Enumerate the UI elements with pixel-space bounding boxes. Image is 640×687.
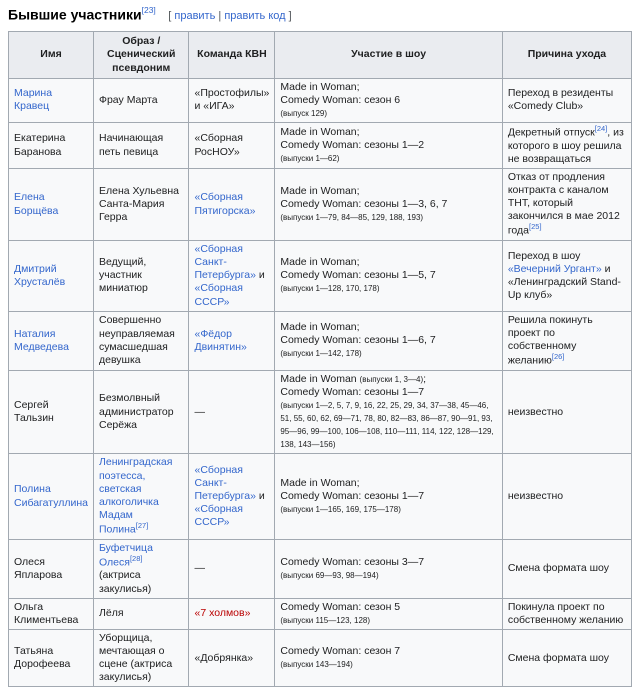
text-segment: «Добрянка» (194, 651, 254, 664)
text-segment: Переход в шоу (507, 249, 581, 262)
text-segment: Comedy Woman: сезон 5 (280, 600, 401, 613)
text-segment: Made in Woman (280, 372, 360, 385)
cell-participation (275, 168, 502, 240)
wiki-link[interactable]: «Фёдор Двинятин» (194, 327, 247, 353)
edit-source-link[interactable]: править код (224, 10, 286, 23)
text-segment: ; (423, 372, 427, 385)
section-heading (8, 6, 632, 24)
text-segment: (выпуски 143—194) (280, 660, 353, 670)
wiki-link[interactable]: «Сборная СССР» (194, 503, 243, 529)
column-header-name: Имя (9, 32, 94, 78)
table-header-row (9, 32, 632, 78)
text-segment: Лёля (98, 607, 124, 620)
cell-team (189, 78, 275, 122)
cell-persona (93, 123, 189, 169)
text-segment: Сергей Тальзин (14, 398, 54, 425)
cell-name (9, 629, 94, 687)
text-segment: и (255, 269, 265, 282)
cell-name (9, 123, 94, 169)
reference-link[interactable]: [28] (129, 553, 143, 563)
text-segment: — (194, 562, 205, 575)
cell-participation (275, 78, 502, 122)
cell-team (189, 311, 275, 370)
table-row (9, 539, 632, 598)
wiki-redlink[interactable]: «7 холмов» (194, 607, 251, 620)
column-header-reason: Причина ухода (502, 32, 631, 78)
text-segment: Безмолвный администратор Серёжа (98, 392, 174, 431)
cell-persona (93, 78, 189, 122)
wiki-link[interactable]: «Сборная СССР» (194, 282, 243, 308)
cell-team (189, 370, 275, 454)
wiki-link[interactable]: Елена Борщёва (14, 191, 59, 217)
cell-participation (275, 454, 502, 539)
cell-participation (275, 598, 502, 629)
cell-team (189, 539, 275, 598)
edit-bracket-open: [ (168, 10, 175, 23)
cell-team (189, 454, 275, 539)
wiki-link[interactable]: «Вечерний Ургант» (507, 262, 602, 275)
text-segment: Made in Woman; (280, 256, 360, 269)
text-segment: неизвестно (507, 490, 564, 503)
cell-persona (93, 241, 189, 312)
text-segment: Comedy Woman: сезоны 1—5, 7 (280, 269, 436, 282)
text-segment: (выпуски 1—79, 84—85, 129, 188, 193) (280, 213, 424, 223)
text-segment: и (255, 490, 265, 503)
text-segment: «Простофилы» и «ИГА» (194, 87, 270, 113)
text-segment: Татьяна Дорофеева (14, 645, 71, 671)
cell-team (189, 598, 275, 629)
text-segment: Comedy Woman: сезоны 3—7 (280, 555, 425, 568)
cell-reason (502, 629, 631, 687)
cell-reason (502, 311, 631, 370)
text-segment: (выпуски 1—62) (280, 154, 340, 164)
table-row (9, 241, 632, 312)
cell-reason (502, 454, 631, 539)
cell-persona (93, 168, 189, 240)
text-segment: Ольга Климентьева (14, 600, 79, 626)
text-segment: Made in Woman; (280, 321, 360, 334)
cell-reason (502, 539, 631, 598)
text-segment: (выпуск 129) (280, 108, 327, 118)
edit-section (168, 10, 291, 22)
section-title: Бывшие участники (8, 6, 142, 23)
text-segment: Смена формата шоу (507, 651, 610, 664)
cell-persona (93, 370, 189, 454)
cell-name (9, 370, 94, 454)
cell-participation (275, 629, 502, 687)
text-segment: Решила покинуть проект по собственному желанию (507, 313, 593, 367)
text-segment: Made in Woman; (280, 80, 360, 93)
wiki-link[interactable]: Наталия Медведева (14, 327, 69, 353)
text-segment: , из которого в шоу решила не возвращаться (507, 126, 624, 165)
cell-persona (93, 629, 189, 687)
text-segment: Comedy Woman: сезоны 1—7 (280, 490, 425, 503)
cell-name (9, 168, 94, 240)
text-segment: Переход в резиденты «Comedy Club» (507, 87, 614, 113)
wiki-link[interactable]: «Сборная Пятигорска» (194, 191, 256, 217)
text-segment: (выпуски 1—128, 170, 178) (280, 284, 380, 294)
text-segment: Фрау Марта (98, 93, 158, 106)
table-row (9, 168, 632, 240)
text-segment: Made in Woman; (280, 476, 360, 489)
text-segment: Comedy Woman: сезоны 1—2 (280, 138, 425, 151)
cell-name (9, 539, 94, 598)
reference-link[interactable]: [25] (529, 222, 542, 232)
cell-persona (93, 598, 189, 629)
cell-reason (502, 370, 631, 454)
text-segment: (выпуски 1—165, 169, 175—178) (280, 505, 401, 515)
wiki-link[interactable]: Полина Сибагатуллина (14, 483, 88, 509)
cell-reason (502, 598, 631, 629)
edit-bracket-close: ] (285, 10, 292, 23)
text-segment: Покинула проект по собственному желанию (507, 600, 624, 626)
cell-participation (275, 241, 502, 312)
cell-team (189, 241, 275, 312)
text-segment: неизвестно (507, 405, 564, 418)
cell-participation (275, 311, 502, 370)
cell-participation (275, 539, 502, 598)
table-row (9, 629, 632, 687)
wiki-link[interactable]: «Сборная Санкт-Петербурга» (194, 243, 256, 282)
wiki-link[interactable]: Дмитрий Хрусталёв (14, 262, 66, 288)
table-row (9, 78, 632, 122)
text-segment: Comedy Woman: сезоны 1—7 (280, 385, 425, 398)
cell-name (9, 78, 94, 122)
cell-name (9, 241, 94, 312)
wiki-link[interactable]: Буфетчица Олеся (98, 541, 153, 569)
text-segment: (выпуски 1—142, 178) (280, 349, 362, 359)
cell-team (189, 168, 275, 240)
cell-persona (93, 311, 189, 370)
text-segment: Made in Woman; (280, 184, 360, 197)
text-segment: Отказ от продления контракта с каналом ТНТ, который закончился в мае 2012 года (507, 170, 620, 237)
text-segment: (актриса закулисья) (98, 569, 152, 595)
table-row (9, 454, 632, 539)
cell-team (189, 123, 275, 169)
text-segment: Декретный отпуск (507, 126, 595, 139)
cell-persona (93, 539, 189, 598)
reference-link[interactable]: [26] (551, 352, 565, 362)
title-reference-link[interactable]: [23] (141, 5, 156, 15)
edit-separator: | (215, 10, 225, 23)
text-segment: и «Ленинградский Stand-Up клуб» (507, 262, 621, 302)
text-segment: Comedy Woman: сезоны 1—3, 6, 7 (280, 197, 448, 210)
text-segment: Comedy Woman: сезон 6 (280, 93, 401, 106)
text-segment: Made in Woman; (280, 125, 360, 138)
cell-name (9, 454, 94, 539)
cell-reason (502, 241, 631, 312)
text-segment: Уборщица, мечтающая о сцене (актриса закулисья) (98, 631, 173, 684)
text-segment: Начинающая петь певица (98, 132, 164, 158)
cell-participation (275, 123, 502, 169)
text-segment: (выпуски 1—2, 5, 7, 9, 16, 22, 25, 29, 34, 37—38, 45—46, 51, 55, 60, 62, 69—71, 78, 80, 82—83, 86—87, 90—91, 93, 95—96, 99—100, 106—108, 110—111, 114, 122, 128—129, 138, 143—156) (280, 400, 494, 450)
cell-reason (502, 168, 631, 240)
text-segment: Елена Хульевна Санта-Мария Герра (98, 184, 179, 224)
cell-name (9, 598, 94, 629)
text-segment: — (194, 405, 205, 418)
cell-name (9, 311, 94, 370)
cell-participation (275, 370, 502, 454)
column-header-team: Команда КВН (189, 32, 275, 78)
text-segment: Екатерина Баранова (14, 132, 66, 158)
edit-link[interactable]: править (174, 10, 216, 23)
text-segment: Ведущий, участник миниатюр (98, 256, 148, 295)
table-row (9, 370, 632, 454)
column-header-participation: Участие в шоу (275, 32, 502, 78)
cell-reason (502, 78, 631, 122)
column-header-persona: Образ / Сценический псевдоним (93, 32, 189, 78)
reference-link[interactable]: [24] (594, 124, 608, 134)
text-segment: (выпуски 1, 3—4) (359, 374, 424, 384)
text-segment: Comedy Woman: сезоны 1—6, 7 (280, 334, 436, 347)
cell-team (189, 629, 275, 687)
table-row (9, 598, 632, 629)
text-segment: Олеся Япларова (14, 555, 63, 581)
wiki-link[interactable]: Марина Кравец (14, 87, 53, 113)
text-segment: «Сборная РосНОУ» (194, 132, 243, 158)
text-segment: Совершенно неуправляемая сумасшедшая девушка (98, 314, 175, 366)
table-row (9, 123, 632, 169)
cell-reason (502, 123, 631, 169)
text-segment: Comedy Woman: сезон 7 (280, 645, 401, 658)
wiki-link[interactable]: «Сборная Санкт-Петербурга» (194, 463, 256, 503)
table-row (9, 311, 632, 370)
former-participants-table (8, 31, 632, 687)
cell-persona (93, 454, 189, 539)
text-segment: Смена формата шоу (507, 562, 610, 575)
table-body (9, 78, 632, 687)
text-segment: (выпуски 69—93, 98—194) (280, 570, 379, 580)
reference-link[interactable]: [27] (135, 521, 149, 531)
wiki-link[interactable]: Ленинградская поэтесса, светская алкоголичка Мадам Полина (98, 456, 173, 536)
text-segment: (выпуски 115—123, 128) (280, 615, 371, 625)
